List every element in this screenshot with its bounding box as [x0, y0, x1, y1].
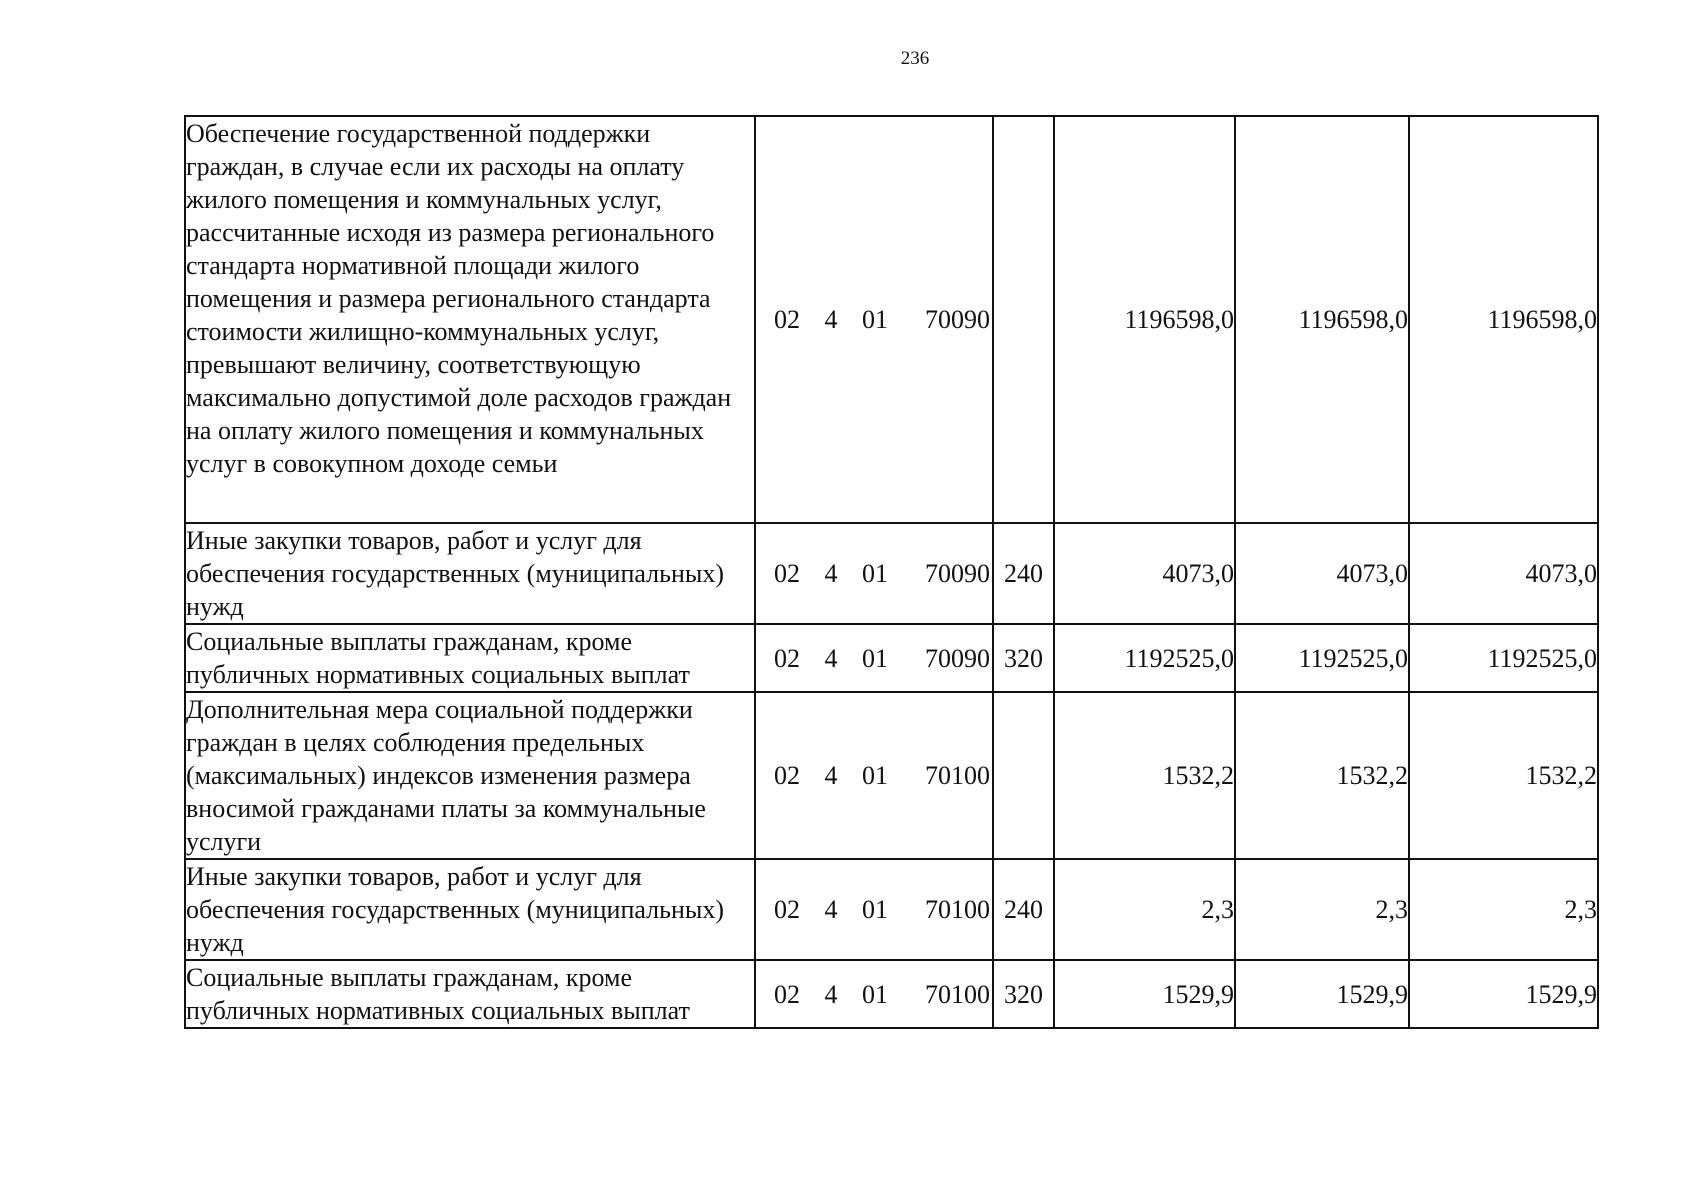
amount-year-2: 1196598,0 [1235, 116, 1409, 523]
amount-year-2: 4073,0 [1235, 523, 1409, 624]
amount-year-3: 1532,2 [1409, 692, 1598, 859]
table-row [185, 692, 1598, 859]
amount-year-2: 1529,9 [1235, 960, 1409, 1028]
program-code: 02 [774, 305, 800, 334]
amount-year-1: 4073,0 [1054, 523, 1235, 624]
group-code: 01 [862, 305, 888, 334]
article-code: 70100 [925, 895, 990, 924]
expense-name: Социальные выплаты гражданам, кроме публичных нормативных социальных выплат [185, 960, 755, 1028]
article-code: 70090 [925, 643, 990, 673]
article-code: 70090 [925, 559, 990, 588]
program-code: 02 [774, 895, 800, 924]
classification-code [755, 624, 993, 692]
amount-year-1: 1196598,0 [1054, 116, 1235, 523]
table-row [185, 859, 1598, 960]
amount-year-2: 2,3 [1235, 859, 1409, 960]
subprogram-code: 4 [824, 979, 838, 1009]
subprogram-code: 4 [824, 643, 838, 673]
amount-year-3: 2,3 [1409, 859, 1598, 960]
expense-name: Социальные выплаты гражданам, кроме публичных нормативных социальных выплат [185, 624, 755, 692]
subprogram-code: 4 [824, 559, 838, 588]
subprogram-code: 4 [824, 305, 838, 334]
expense-kind-code: 320 [993, 960, 1054, 1028]
classification-code [755, 859, 993, 960]
amount-year-3: 1192525,0 [1409, 624, 1598, 692]
expense-kind-code: 320 [993, 624, 1054, 692]
classification-code [755, 960, 993, 1028]
program-code: 02 [774, 979, 800, 1009]
expense-name: Обеспечение государственной поддержки граждан, в случае если их расходы на оплату жилого помещения и коммунальных услуг, рассчитанные исходя из размера регионального стандарта нормативной площади жилого помещения и размера регионального стандарта стоимости жилищно-коммунальных услуг, превышают величину, соответствующую максимально допустимой доле расходов граждан на оплату жилого помещения и коммунальных услуг в совокупном доходе семьи [185, 116, 755, 523]
amount-year-1: 1529,9 [1054, 960, 1235, 1028]
subprogram-code: 4 [824, 761, 838, 790]
classification-code [755, 116, 993, 523]
table-row [185, 116, 1598, 523]
article-code: 70090 [925, 305, 990, 334]
classification-code [755, 523, 993, 624]
expense-name: Иные закупки товаров, работ и услуг для обеспечения государственных (муниципальных) нужд [185, 859, 755, 960]
budget-table [184, 115, 1599, 1029]
article-code: 70100 [925, 979, 990, 1009]
amount-year-1: 1192525,0 [1054, 624, 1235, 692]
group-code: 01 [862, 761, 888, 790]
table-row [185, 624, 1598, 692]
group-code: 01 [862, 979, 888, 1009]
page-number: 236 [900, 48, 930, 69]
expense-kind-code [993, 116, 1054, 523]
expense-kind-code: 240 [993, 859, 1054, 960]
group-code: 01 [862, 559, 888, 588]
expense-name: Дополнительная мера социальной поддержки граждан в целях соблюдения предельных (максимальных) индексов изменения размера вносимой гражданами платы за коммунальные услуги [185, 692, 755, 859]
expense-kind-code: 240 [993, 523, 1054, 624]
amount-year-3: 1196598,0 [1409, 116, 1598, 523]
amount-year-3: 4073,0 [1409, 523, 1598, 624]
program-code: 02 [774, 761, 800, 790]
program-code: 02 [774, 643, 800, 673]
program-code: 02 [774, 559, 800, 588]
expense-kind-code [993, 692, 1054, 859]
amount-year-2: 1192525,0 [1235, 624, 1409, 692]
amount-year-1: 2,3 [1054, 859, 1235, 960]
group-code: 01 [862, 643, 888, 673]
subprogram-code: 4 [824, 895, 838, 924]
table-row [185, 960, 1598, 1028]
expense-name: Иные закупки товаров, работ и услуг для обеспечения государственных (муниципальных) нужд [185, 523, 755, 624]
amount-year-3: 1529,9 [1409, 960, 1598, 1028]
table-row [185, 523, 1598, 624]
article-code: 70100 [925, 761, 990, 790]
classification-code [755, 692, 993, 859]
group-code: 01 [862, 895, 888, 924]
amount-year-1: 1532,2 [1054, 692, 1235, 859]
amount-year-2: 1532,2 [1235, 692, 1409, 859]
